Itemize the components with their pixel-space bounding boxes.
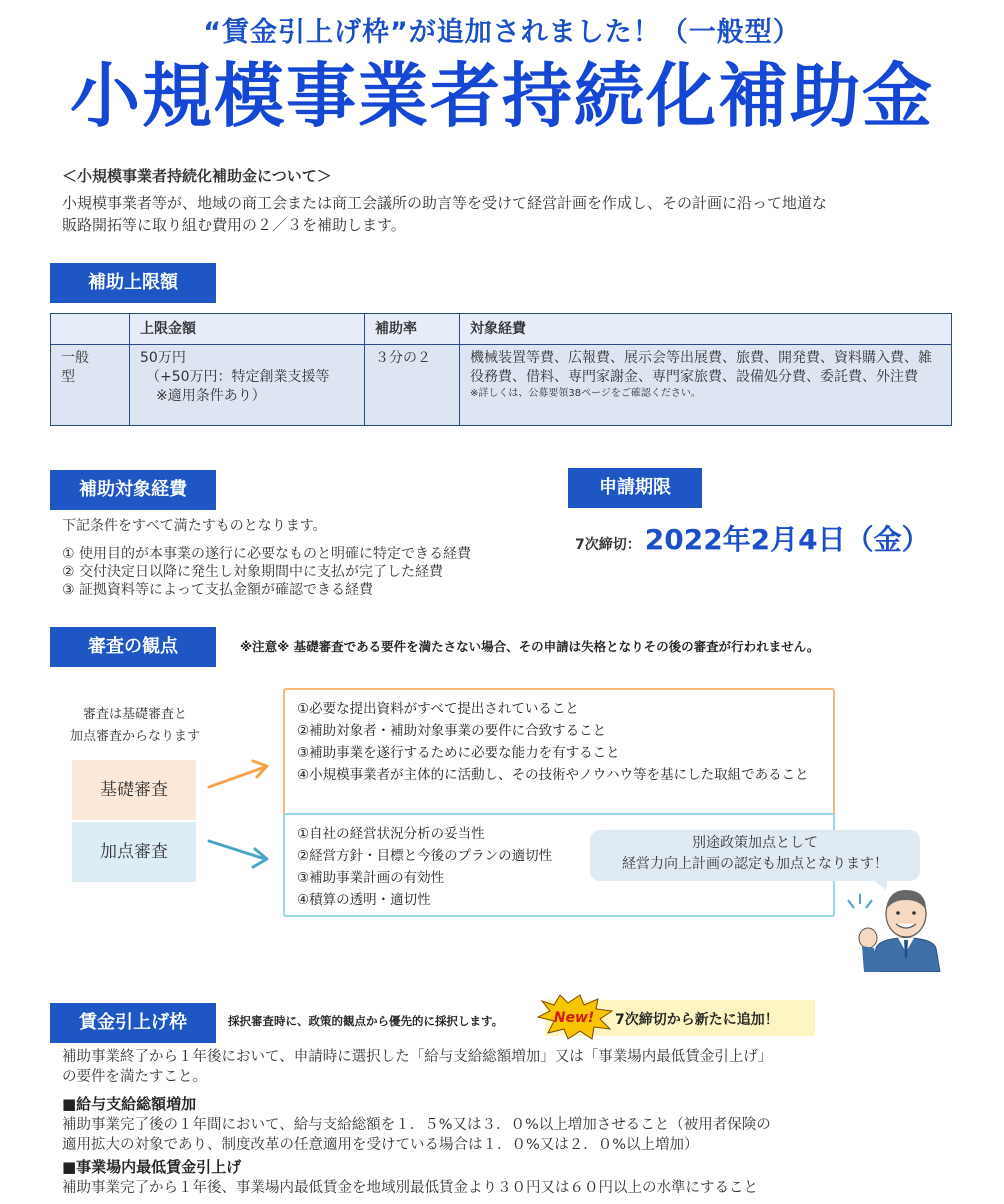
list-item: ② 交付決定日以降に発生し対象期間中に支払が完了した経費 (62, 564, 443, 580)
list-item: ①自社の経営状況分析の妥当性 (297, 826, 485, 842)
section-header-wage: 賃金引上げ枠 (50, 1003, 216, 1043)
wage-head-1: ■給与支給総額増加 (62, 1095, 197, 1113)
section-header-review: 審査の観点 (50, 627, 216, 667)
review-notice: ※注意※ 基礎審査である要件を満たさない場合、その申請は失格となりその後の審査が行われません。 (240, 639, 820, 654)
table-cell-rate: ３分の２ (365, 345, 460, 426)
deadline-label: 7次締切： (575, 537, 641, 553)
section-header-limits: 補助上限額 (50, 263, 216, 303)
new-badge-text: New! (553, 1010, 595, 1026)
table-header-cell (51, 314, 130, 345)
page-subtitle: “賃金引上げ枠”が追加されました！（一般型） (203, 17, 801, 48)
list-item: ②経営方針・目標と今後のプランの適切性 (297, 848, 553, 864)
new-banner-text: 7次締切から新たに追加！ (615, 1012, 779, 1028)
about-heading: ＜小規模事業者持続化補助金について＞ (62, 167, 332, 185)
wage-text-2: 補助事業完了から１年後、事業場内最低賃金を地域別最低賃金より３０円又は６０円以上の水準にすること (62, 1180, 758, 1196)
list-item: ②補助対象者・補助対象事業の要件に合致すること (297, 723, 607, 739)
deadline-date: 2022年2月4日（金） (644, 523, 930, 556)
eligible-list (62, 545, 471, 599)
eligible-lead: 下記条件をすべて満たすものとなります。 (62, 518, 327, 534)
deadline-info (575, 518, 930, 558)
table-cell-amount: 50万円 （+50万円：特定創業支援等 ※適用条件あり） (130, 345, 365, 426)
table-cell-type: 一般型 (51, 345, 130, 426)
wage-body: 補助事業終了から１年後において、申請時に選択した「給与支給総額増加」又は「事業場内最低賃金引上げ」 の要件を満たすこと。 (62, 1049, 773, 1085)
wage-text-1: 補助事業完了後の１年間において、給与支給総額を１．５%又は３．０%以上増加させること（被用者保険の 適用拡大の対象であり、制度改革の任意適用を受けている場合は１．０%又は２．０%以上増加） (62, 1117, 771, 1153)
blue-arrow-icon (205, 835, 275, 875)
table-row (51, 345, 952, 426)
new-burst-icon (536, 993, 616, 1041)
about-line-1: 小規模事業者等が、地域の商工会または商工会議所の助言等を受けて経営計画を作成し、その計画に沿って地道な (62, 194, 828, 212)
table-header-cell: 補助率 (365, 314, 460, 345)
wage-head-2: ■事業場内最低賃金引上げ (62, 1158, 242, 1176)
speech-bubble: 別途政策加点として 経営力向上計画の認定も加点となります！ (590, 830, 920, 881)
bonus-review-label: 加点審査 (100, 842, 168, 862)
list-item: ③ 証拠資料等によって支払金額が確認できる経費 (62, 582, 373, 598)
businessman-icon (840, 880, 952, 972)
table-header-cell: 対象経費 (460, 314, 952, 345)
basic-review-label: 基礎審査 (100, 780, 168, 800)
section-header-deadline: 申請期限 (568, 468, 702, 508)
list-item: ④小規模事業者が主体的に活動し、その技術やノウハウ等を基にした取組であること (297, 767, 809, 783)
table-header-row (51, 314, 952, 345)
list-item: ① 使用目的が本事業の遂行に必要なものと明確に特定できる経費 (62, 546, 471, 562)
list-item: ①必要な提出資料がすべて提出されていること (297, 701, 579, 717)
table-header-cell: 上限金額 (130, 314, 365, 345)
orange-arrow-icon (205, 755, 275, 795)
basic-criteria-box (283, 688, 835, 820)
table-cell-expenses: 機械装置等費、広報費、展示会等出展費、旅費、開発費、資料購入費、雑役務費、借料、専門家謝金、専門家旅費、設備処分費、委託費、外注費 ※詳しくは、公募要領38ページをご確認ください。 (460, 345, 952, 426)
page-title: 小規模事業者持続化補助金 (70, 55, 934, 137)
list-item: ④積算の透明・適切性 (297, 892, 431, 908)
section-header-eligible: 補助対象経費 (50, 470, 216, 510)
about-text (62, 192, 952, 236)
limits-table (50, 313, 952, 426)
review-intro: 審査は基礎審査と 加点審査からなります (69, 707, 200, 744)
about-line-2: 販路開拓等に取り組む費用の２／３を補助します。 (62, 216, 406, 234)
list-item: ③補助事業を遂行するために必要な能力を有すること (297, 745, 620, 761)
table-note: ※詳しくは、公募要領38ページをご確認ください。 (470, 388, 701, 399)
wage-description: 採択審査時に、政策的観点から優先的に採択します。 (228, 1014, 504, 1028)
list-item: ③補助事業計画の有効性 (297, 870, 445, 886)
bonus-review-box (72, 822, 196, 882)
basic-review-box (72, 760, 196, 820)
